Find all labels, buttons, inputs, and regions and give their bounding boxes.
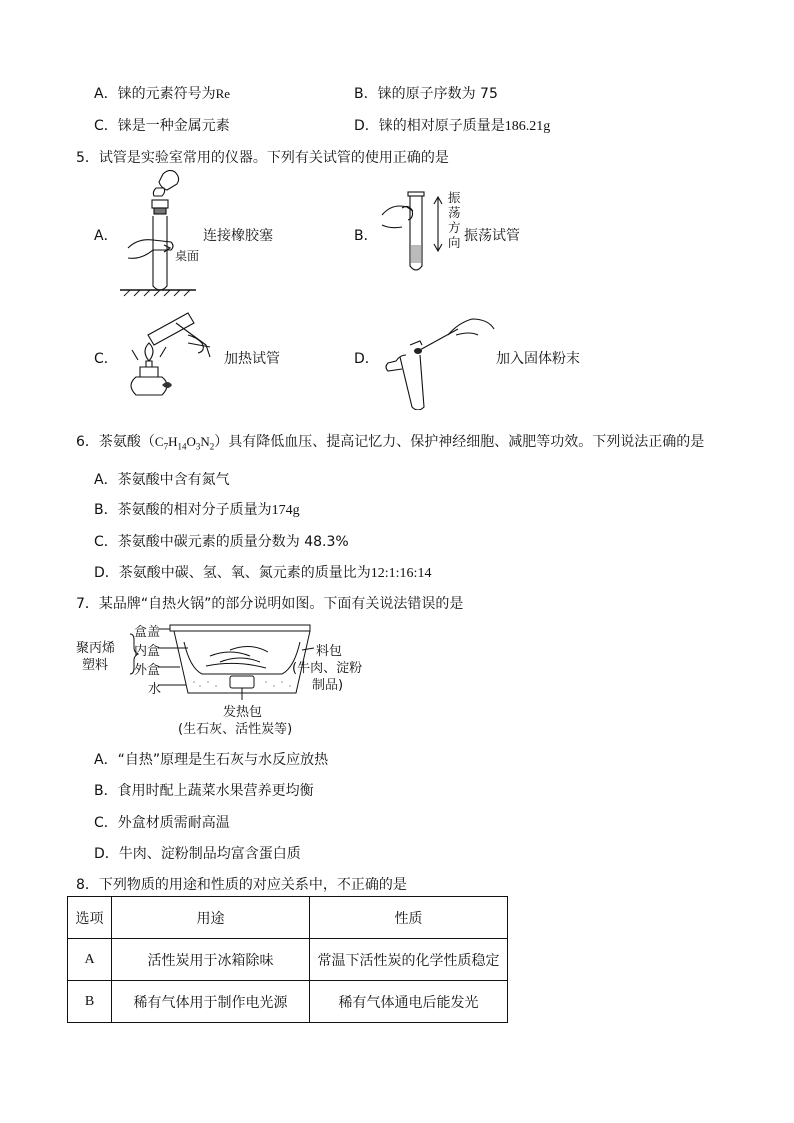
table-cell-use: 活性炭用于冰箱除味 xyxy=(112,939,310,981)
q4-option-b: B．铼的原子序数为 75 xyxy=(354,86,498,102)
q4-option-a-symbol: Re xyxy=(215,86,231,101)
q4-option-d xyxy=(354,115,550,135)
q6-option-d xyxy=(94,562,431,582)
q5-option-a-letter: A． xyxy=(94,228,118,244)
table-cell-option: A xyxy=(68,939,112,981)
table-cell-property: 常温下活性炭的化学性质稳定 xyxy=(310,939,508,981)
shake-tube-figure xyxy=(380,190,450,275)
q5-option-b-caption: 振荡试管 xyxy=(464,228,520,244)
q4-option-a xyxy=(94,83,230,103)
q5-option-d-letter: D． xyxy=(354,351,379,367)
header-property: 性质 xyxy=(310,897,508,939)
formula-o: O xyxy=(186,434,196,449)
table-cell-use: 稀有气体用于制作电光源 xyxy=(112,981,310,1023)
q7-option-b: B．食用时配上蔬菜水果营养更均衡 xyxy=(94,783,314,799)
rubber-stopper-figure xyxy=(118,168,198,298)
q4-option-d-text: D．铼的相对原子质量是 xyxy=(354,118,505,134)
q6-option-b-text: B．茶氨酸的相对分子质量为 xyxy=(94,502,272,518)
q5-option-d-caption: 加入固体粉末 xyxy=(496,351,580,367)
q7-option-d: D．牛肉、淀粉制品均富含蛋白质 xyxy=(94,846,301,862)
q6-option-c: C．茶氨酸中碳元素的质量分数为 48.3% xyxy=(94,534,349,550)
label-char-4: 向 xyxy=(448,235,461,250)
heat-tube-figure xyxy=(118,305,218,410)
q8-stem: 8．下列物质的用途和性质的对应关系中，不正确的是 xyxy=(76,877,407,893)
q6-option-b xyxy=(94,499,300,519)
q4-option-a-text: A．铼的元素符号为 xyxy=(94,86,216,102)
q6-option-a: A．茶氨酸中含有氮气 xyxy=(94,472,230,488)
header-option: 选项 xyxy=(68,897,112,939)
q4-option-d-value: 186.21g xyxy=(504,119,551,134)
q5-option-a-caption: 连接橡胶塞 xyxy=(203,228,273,244)
outer-box-label: 外盒 xyxy=(134,663,161,678)
formula-h-count: 14 xyxy=(177,441,187,452)
q6-option-d-text: D．茶氨酸中碳、氢、氧、氮元素的质量比为 xyxy=(94,565,371,581)
ingredient-pack-label-1: 料包 xyxy=(316,644,343,659)
formula-n-count: 2 xyxy=(209,441,215,452)
heater-pack-label-2: (生石灰、活性炭等) xyxy=(178,722,293,737)
table-cell-property: 稀有气体通电后能发光 xyxy=(310,981,508,1023)
table-row xyxy=(68,939,508,981)
ingredient-pack-label-2: (牛肉、淀粉 xyxy=(292,661,363,676)
q6-option-d-value: 12:1:16:14 xyxy=(370,566,432,581)
formula-c-count: 7 xyxy=(163,441,169,452)
header-use: 用途 xyxy=(112,897,310,939)
q5-option-c-caption: 加热试管 xyxy=(224,351,280,367)
q6-stem xyxy=(76,431,704,452)
water-label: 水 xyxy=(148,682,162,697)
table-cell-option: B xyxy=(68,981,112,1023)
q7-option-a: A．“自热”原理是生石灰与水反应放热 xyxy=(94,752,329,768)
table-header-row xyxy=(68,897,508,939)
label-char-3: 方 xyxy=(448,220,461,235)
heater-pack-label-1: 发热包 xyxy=(223,705,263,720)
q5-stem: 5．试管是实验室常用的仪器。下列有关试管的使用正确的是 xyxy=(76,150,449,166)
formula-c: C xyxy=(154,434,164,449)
q7-option-c: C．外盒材质需耐高温 xyxy=(94,815,230,831)
lid-label: 盒盖 xyxy=(134,625,161,640)
add-powder-figure xyxy=(378,305,498,410)
q6-stem-pre: 6．茶氨酸（ xyxy=(76,434,155,450)
ingredient-pack-label-3: 制品) xyxy=(312,678,344,693)
label-char-2: 荡 xyxy=(448,205,461,220)
inner-box-label: 内盒 xyxy=(134,644,161,659)
q8-table xyxy=(67,896,508,1023)
label-char-1: 振 xyxy=(448,190,461,205)
q6-formula xyxy=(154,434,215,452)
q5-option-b-letter: B． xyxy=(354,228,378,244)
formula-h: H xyxy=(168,434,178,449)
q6-stem-post: ）具有降低血压、提高记忆力、保护神经细胞、减肥等功效。下列说法正确的是 xyxy=(214,434,705,450)
q7-stem: 7．某品牌“自热火锅”的部分说明如图。下面有关说法错误的是 xyxy=(76,596,464,612)
formula-n: N xyxy=(200,434,210,449)
q5-option-b-arrow-label xyxy=(448,190,462,250)
q5-option-c-letter: C． xyxy=(94,351,118,367)
formula-o-count: 3 xyxy=(195,441,201,452)
material-label-1: 聚丙烯 xyxy=(76,641,116,656)
table-row xyxy=(68,981,508,1023)
q5-option-a-label: 桌面 xyxy=(175,249,200,263)
q4-option-c: C．铼是一种金属元素 xyxy=(94,118,230,134)
q6-option-b-value: 174g xyxy=(271,503,300,518)
material-label-2: 塑料 xyxy=(82,658,109,673)
